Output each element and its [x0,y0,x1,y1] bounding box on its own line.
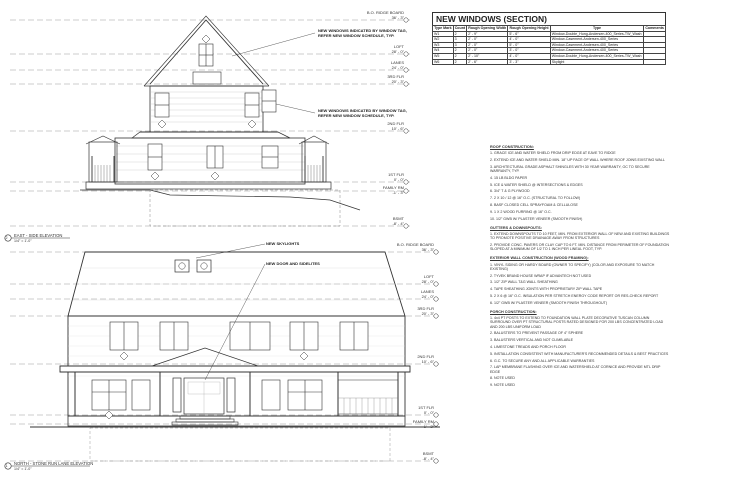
cell: W1 [433,31,454,37]
east-elevation-number: 2 [5,235,8,240]
spec-note: 1. EXTEND DOWNSPOUTS TO 10 FEET, MIN. FROM EXTERIOR WALL OF NEW AND EXISTING BUILDINGS TO PROMOTE POSITIVE DRAINAGE AWAY FROM STRUCTURES [490,231,670,241]
new-windows-note-1: NEW WINDOWS INDICATED BY WINDOW TAG, REFER NEW WINDOW SCHEDULE, TYP. [318,28,407,38]
level-label: 3RD FLR 20' - 3" [387,74,404,84]
col-count: Count [454,26,466,30]
cell: Window-Double_Hung-Andersen-400_Series-TW_Wash [550,53,643,59]
spec-note: 3. ARCHITECTURAL GRADE ASPHALT SHINGLES WITH 30 YEAR WARRANTY, OC TO SECURE WARRANTY, TYP. [490,164,650,173]
east-elevation [10,16,410,228]
spec-note: 1. VINYL SIDING OR HARDY BOARD (OWNER TO SPECIFY) (COLOR AND EXPOSURE TO MATCH EXISTING) [490,262,655,271]
level-label: FAMILY RM -1' - 3" [382,185,404,195]
spec-note: 9. NOTE USED [490,383,515,388]
cell: 2' - 10" [467,53,508,59]
new-windows-note-2: NEW WINDOWS INDICATED BY WINDOW TAG, REFER NEW WINDOW SCHEDULE, TYP. [318,108,407,118]
spec-section-heading: ROOF CONSTRUCTION: [490,145,534,149]
spec-note: 6. 3/4" T & G PLYWOOD [490,189,530,194]
schedule-table [432,25,666,65]
spec-section-heading: EXTERIOR WALL CONSTRUCTION (WOOD FRAMING): [490,256,589,261]
cell: 3 [453,37,466,43]
cell: W4 [433,48,454,54]
level-label: LOFT 28' - 0" [391,44,404,54]
bottom-level-markers [434,250,438,463]
cell: 4' - 0" [508,53,550,59]
window-schedule [432,12,666,65]
spec-note: 7. LAP MEMBRANE FLASHING OVER ICE AND WATERSHIELD AT CORNICE AND PROVIDE MTL DRIP EDGE [490,365,661,374]
level-label: FAMILY RM -1' - 3" [412,419,434,429]
cell: 2' - 0" [467,48,508,54]
cell: Window-Casement-Andersen-400_Series [550,48,643,54]
level-label: 2ND FLR 10' - 6" [387,121,404,131]
cell: Skylight [550,59,643,65]
cell: 5' - 6" [508,31,550,37]
cell: 2 [453,48,466,54]
spec-section-heading: GUTTERS & DOWNSPOUTS: [490,225,542,230]
spec-note: 3. BALUSTERS VERTICAL AND NOT CLIMB-ABLE [490,338,574,343]
table-row [433,59,666,65]
cell: Window-Casement-Andersen-400_Series [550,42,643,48]
cell: 3' - 3" [508,59,550,65]
spec-note: 2. PROVIDE CONC. PAVERS OR CLAY CAP TO 6 FT. MIN. DISTANCE FROM PERIMETER OF FOUNDATION SLOPED AT A MINIMUM OF 1/2 TO 1 INCH PER LINEAL FOOT, TYP. [490,242,669,252]
new-door-note: NEW DOOR AND SIDELITES [266,261,320,266]
cell: 2 [453,53,466,59]
north-elevation-scale: 1/4" = 1'-0" [14,467,32,471]
cell: 5' - 0" [508,42,550,48]
cell: 4' - 0" [508,37,550,43]
level-label: LANES 24' - 0" [420,289,434,299]
schedule-title: NEW WINDOWS (SECTION) [432,12,666,25]
level-label: BSMT -8' - 4" [422,451,434,461]
spec-note: 1. GRACE ICE AND WATER SHIELD FROM DRIP EDGE AT EAVE TO RIDGE [490,151,616,156]
col-type-mark: Type Mark [434,26,452,30]
east-elevation-title: EAST - SIDE ELEVATION [14,233,63,238]
east-elevation-scale: 1/4" = 1'-0" [14,239,32,243]
spec-note: 2. TYVEK BRAND HOUSE WRAP IF ADVANTECH NOT USED [490,273,592,278]
cell: W3 [433,42,454,48]
cell: 2' - 6" [467,59,508,65]
spec-note: 8. BASF CLOSED CELL SPRAYFOAM & CELLULOSE [490,202,578,207]
spec-note: 9. 1 X 2 WOOD FURRING @ 16" O.C. [490,209,552,214]
spec-note: 6. 1/2" GWB W/ PLASTER VENEER (SMOOTH FINISH THROUGHOUT) [490,300,608,305]
spec-note: 8. NOTE USED [490,376,515,381]
cell: 3 [453,42,466,48]
new-skylights-note: NEW SKYLIGHTS [266,241,300,246]
spec-section-heading: PORCH CONSTRUCTION: [490,309,537,314]
cell: Window-Casement-Andersen-400_Series [550,37,643,43]
cell: W6 [433,59,454,65]
level-label: 1ST FLR 0' - 0" [388,172,404,182]
cell: 2 [453,31,466,37]
col-type: Type [550,26,643,32]
top-level-markers [404,18,408,228]
spec-note: 7. 2 X 10 / 12 @ 16" O.C. (STRUCTURAL TO FOLLOW) [490,196,581,201]
level-label: 3RD FLR 20' - 3" [417,306,434,316]
cell: Window-Double_Hung-Andersen-400_Series-TW_Wash [550,31,643,37]
spec-note: 2. BALUSTERS TO PREVENT PASSAGE OF 4" SPHERE [490,331,584,336]
spec-note: 4. LIMESTONE TREADS AND PORCH FLOOR [490,344,566,349]
level-label: B.O. RIDGE BOARD 36' - 3" [366,10,404,20]
north-elevation-number: 1 [5,463,8,468]
level-label: 2ND FLR 10' - 6" [417,354,434,364]
spec-note: 1. 4x4 PT POSTS TO EXTEND TO FOUNDATION WALL PLATE DECORATIVE TUSCAN COLUMN SURROUND OVER PT STRUCTURAL POSTS RATED DESIGNED FOR 200 LBS CONCENTRATED LOAD AND 200 LBS UNIFORM LOAD [490,316,664,329]
cell: 2' - 9" [467,31,508,37]
spec-note: 4. 15 LB BLDG PAPER [490,175,528,180]
spec-note: 4. TAPE SHEATHING JOINTS WITH PROPRIETARY ZIP WALL TAPE [490,287,603,292]
spec-note: 5. INSTALLATION CONSISTENT WITH MANUFACTURER'S RECOMMENDED DETAILS & BEST PRACTICES [490,351,669,356]
col-height: Rough Opening Height [509,26,549,30]
spec-note: 5. ICE & WATER SHIELD @ INTERSECTIONS & EDGES [490,182,583,187]
spec-note: 10. 1/2" GWB W/ PLASTER VENEER (SMOOTH FINISH) [490,216,583,221]
construction-notes [490,140,670,390]
cell [644,59,666,65]
spec-note: 2. EXTEND ICE AND WATER SHIELD MIN. 18" UP FACE OF WALL WHERE ROOF JOINS EXISTING WALL [490,158,665,162]
cell: W5 [433,53,454,59]
cell: 3' - 0" [508,48,550,54]
spec-note: 6. G.C. TO SECURE ANY AND ALL APPLICABLE WARRANTIES [490,358,595,363]
level-label: LOFT 28' - 0" [421,274,434,284]
col-width: Rough Opening Width [468,26,507,30]
spec-note: 3. 1/2" ZIP WALL T&G WALL SHEATHING [490,280,558,285]
cell: 2 [453,59,466,65]
north-elevation [10,244,440,463]
level-label: 1ST FLR 0' - 0" [418,405,434,415]
cell: W2 [433,37,454,43]
level-label: B.O. RIDGE BOARD 36' - 3" [396,242,434,252]
cell: 2' - 0" [467,37,508,43]
level-label: BSMT -8' - 4" [392,216,404,226]
col-comments: Comments [645,26,664,30]
north-elevation-title: NORTH - STONE RUN LANE ELEVATION [14,461,94,466]
bottom-level-lines [10,252,440,461]
cell: 2' - 0" [467,42,508,48]
spec-note: 5. 2 X 6 @ 16" O.C. INSULATION PER STRETCH ENERGY CODE REPORT OR RES-CHECK REPORT [490,293,659,298]
level-label: LANES 24' - 0" [390,60,404,70]
